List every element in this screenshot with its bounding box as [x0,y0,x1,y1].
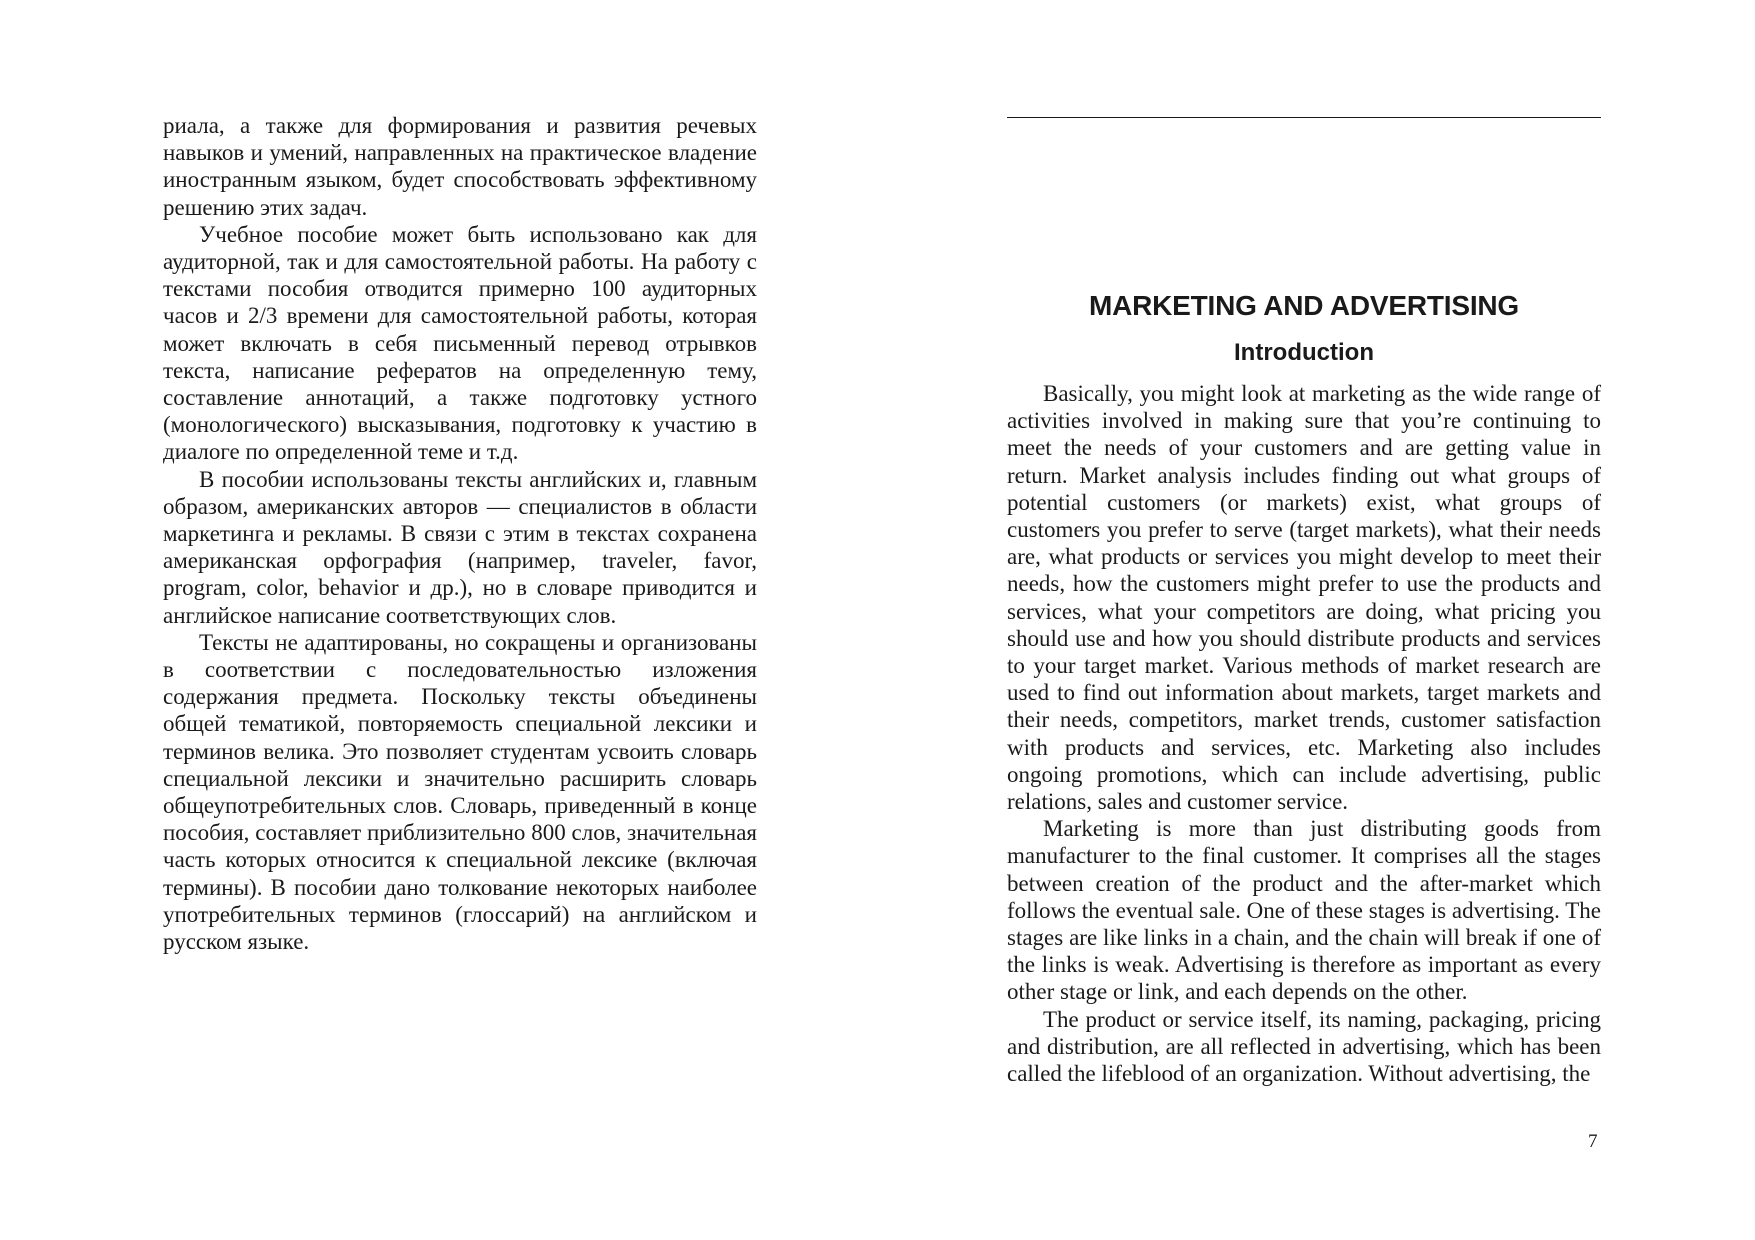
right-paragraph-3: The product or service itself, its naming, packaging, pricing and distribution, are all reflected in advertising, which has been called the lifeblood of an organization. Without advertising, the [1007,1006,1601,1087]
chapter-title: MARKETING AND ADVERTISING [1088,290,1520,321]
left-paragraph-4: Тексты не адаптированы, но сокращены и организованы в соответствии с последовательностью изложения содержания предмета. Поскольку тексты объединены общей тематикой, повторяемость специальной лексики и терминов велика. Это позволяет студентам усвоить словарь специальной лексики и значительно расширить словарь общеупотребительных слов. Словарь, приведенный в конце пособия, составляет приблизительно 800 слов, значительная часть которых относится к специальной лексике (включая термины). В пособии дано толкование некоторых наиболее употребительных терминов (глоссарий) на английском и русском языке. [163,629,757,955]
left-page [0,0,877,1240]
right-text-column [1007,380,1601,1087]
page-number: 7 [1588,1131,1598,1152]
left-text-column [163,112,757,955]
left-paragraph-2: Учебное пособие может быть использовано как для аудиторной, так и для самостоятельной работы. На работу с текстами пособия отводится примерно 100 аудиторных часов и 2/3 времени для самостоятельной работы, которая может включать в себя письменный перевод отрывков текста, написание рефератов на определенную тему, составление аннотаций, а также подготовку устного (монологического) высказывания, подготовку к участию в диалоге по определенной теме и т.д. [163,221,757,465]
left-paragraph-1: риала, а также для формирования и развития речевых навыков и умений, направленных на практическое владение иностранным языком, будет способствовать эффективному решению этих задач. [163,113,757,220]
left-paragraph-3: В пособии использованы тексты английских и, главным образом, американских авторов — специалистов в области маркетинга и рекламы. В связи с этим в текстах сохранена американская орфография (например, traveler, favor, program, color, behavior и др.), но в словаре приводится и английское написание соответствующих слов. [163,466,757,628]
section-title: Introduction [1234,339,1374,366]
right-page [877,0,1755,1240]
header-rule [1007,117,1601,118]
right-paragraph-1: Basically, you might look at marketing as the wide range of activities involved in making sure that you’re continuing to meet the needs of your customers and are getting value in return. Market analysis includes finding out what groups of potential customers (or markets) exist, what groups of customers you prefer to serve (target markets), what their needs are, what products or services you might develop to meet their needs, how the customers might prefer to use the products and services, what your competitors are doing, what pricing you should use and how you should distribute products and services to your target market. Various methods of market research are used to find out information about markets, target markets and their needs, competitors, market trends, customer satisfaction with products and services, etc. Marketing also includes ongoing promotions, which can include advertising, public relations, sales and customer service. [1007,381,1601,815]
right-paragraph-2: Marketing is more than just distributing goods from manufacturer to the final customer. It comprises all the stages between creation of the product and the after-market which follows the eventual sale. One of these stages is advertising. The stages are like links in a chain, and the chain will break if one of the links is weak. Advertising is therefore as important as every other stage or link, and each depends on the other. [1007,816,1601,1005]
